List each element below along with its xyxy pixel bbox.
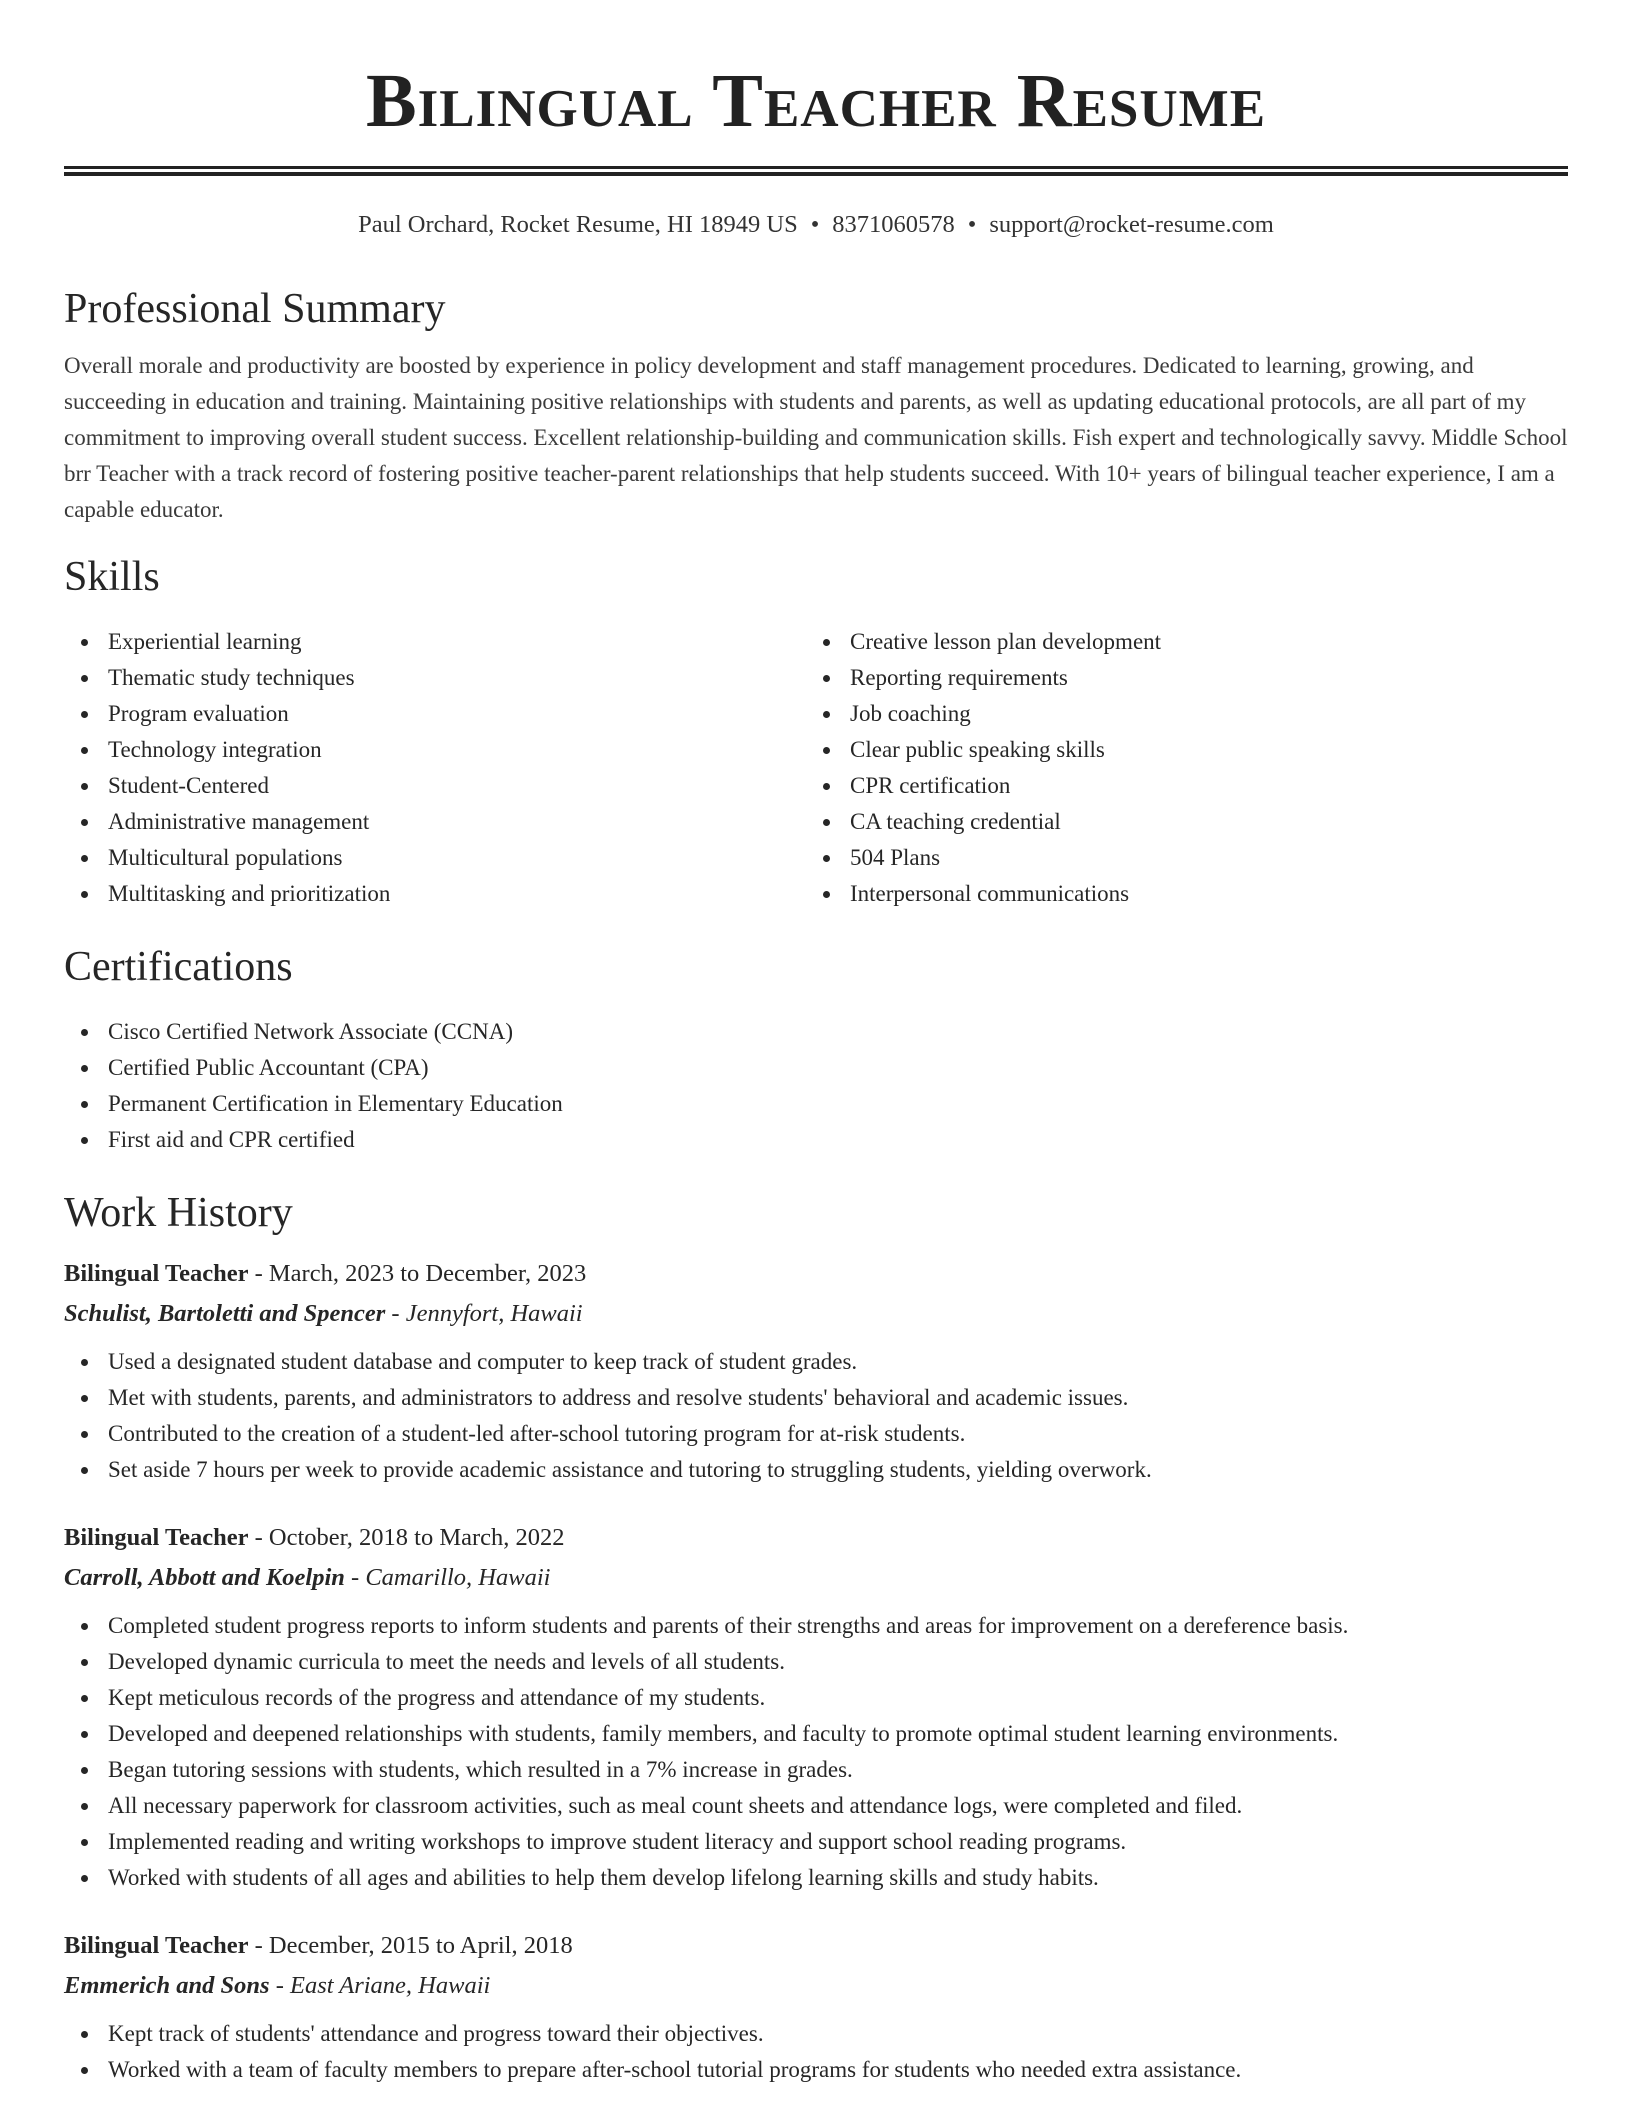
skill-item: Program evaluation <box>64 696 806 732</box>
job-header <box>64 1518 1568 1558</box>
job-bullets <box>64 1344 1568 1488</box>
work-history-heading: Work History <box>64 1190 293 1236</box>
skill-item: Multicultural populations <box>64 840 806 876</box>
skill-item: Multitasking and prioritization <box>64 876 806 912</box>
skill-item: Job coaching <box>806 696 1548 732</box>
certifications-heading: Certifications <box>64 944 293 990</box>
job-bullet: Kept track of students' attendance and progress toward their objectives. <box>64 2016 1568 2052</box>
contact-separator: • <box>967 211 977 238</box>
job-bullet: Set aside 7 hours per week to provide academic assistance and tutoring to struggling students, yielding overwork. <box>64 1452 1568 1488</box>
job-dates: - March, 2023 to December, 2023 <box>248 1260 587 1287</box>
job-company: Carroll, Abbott and Koelpin <box>64 1564 345 1591</box>
contact-separator: • <box>810 211 820 238</box>
contact-email: support@rocket-resume.com <box>989 211 1274 238</box>
job-role: Bilingual Teacher <box>64 1932 249 1959</box>
job-entry <box>64 1518 1568 1896</box>
job-role: Bilingual Teacher <box>64 1524 249 1551</box>
summary-text: Overall morale and productivity are boosted by experience in policy development and staff management procedures. Dedicated to learning, growing, and succeeding in education and training. Maintaining positive relationships with students and parents, as well as updating educational protocols, are all part of my commitment to improving overall student success. Excellent relationship-building and communication skills. Fish expert and technologically savvy. Middle School brr Teacher with a track record of fostering positive teacher-parent relationships that help students succeed. With 10+ years of bilingual teacher experience, I am a capable educator. <box>64 353 1568 522</box>
skill-item: Interpersonal communications <box>806 876 1548 912</box>
job-company: Schulist, Bartoletti and Spencer <box>64 1300 386 1327</box>
job-bullet: Developed and deepened relationships with students, family members, and faculty to promote optimal student learning environments. <box>64 1716 1568 1752</box>
skills-grid <box>64 624 1568 912</box>
skill-item: 504 Plans <box>806 840 1548 876</box>
job-entry <box>64 1254 1568 1488</box>
skill-item: Experiential learning <box>64 624 806 660</box>
job-header <box>64 1254 1568 1294</box>
job-bullet: Met with students, parents, and administrators to address and resolve students' behavioral and academic issues. <box>64 1380 1568 1416</box>
contact-line <box>64 210 1568 240</box>
certification-item: Cisco Certified Network Associate (CCNA) <box>64 1014 1568 1050</box>
skill-item: Creative lesson plan development <box>806 624 1548 660</box>
job-role: Bilingual Teacher <box>64 1260 249 1287</box>
job-employer <box>64 1558 1568 1598</box>
job-bullet: Worked with a team of faculty members to prepare after-school tutorial programs for students who needed extra assistance. <box>64 2052 1568 2088</box>
certifications-list <box>64 1014 1568 1158</box>
resume-page <box>64 0 1568 2088</box>
job-bullet: Contributed to the creation of a student-led after-school tutoring program for at-risk students. <box>64 1416 1568 1452</box>
skill-item: Clear public speaking skills <box>806 732 1548 768</box>
job-dates: - October, 2018 to March, 2022 <box>248 1524 565 1551</box>
skill-item: Technology integration <box>64 732 806 768</box>
certification-item: Certified Public Accountant (CPA) <box>64 1050 1568 1086</box>
skill-item: CA teaching credential <box>806 804 1548 840</box>
job-employer <box>64 1294 1568 1334</box>
job-bullets <box>64 1608 1568 1896</box>
skills-list-left <box>64 624 806 912</box>
summary-heading: Professional Summary <box>64 286 446 332</box>
job-employer <box>64 1966 1568 2006</box>
skills-heading: Skills <box>64 554 160 600</box>
skill-item: Reporting requirements <box>806 660 1548 696</box>
job-location: - East Ariane, Hawaii <box>269 1972 491 1999</box>
job-header <box>64 1926 1568 1966</box>
certification-item: Permanent Certification in Elementary Education <box>64 1086 1568 1122</box>
job-bullet: Began tutoring sessions with students, which resulted in a 7% increase in grades. <box>64 1752 1568 1788</box>
resume-title: Bilingual Teacher Resume <box>365 59 1267 143</box>
job-bullet: Developed dynamic curricula to meet the needs and levels of all students. <box>64 1644 1568 1680</box>
job-bullet: Implemented reading and writing workshops to improve student literacy and support school reading programs. <box>64 1824 1568 1860</box>
skill-item: Thematic study techniques <box>64 660 806 696</box>
job-bullet: Kept meticulous records of the progress and attendance of my students. <box>64 1680 1568 1716</box>
job-bullet: Worked with students of all ages and abilities to help them develop lifelong learning skills and study habits. <box>64 1860 1568 1896</box>
job-bullet: All necessary paperwork for classroom activities, such as meal count sheets and attendance logs, were completed and filed. <box>64 1788 1568 1824</box>
skills-list-right <box>806 624 1548 912</box>
job-company: Emmerich and Sons <box>64 1972 270 1999</box>
job-entry <box>64 1926 1568 2088</box>
job-dates: - December, 2015 to April, 2018 <box>248 1932 573 1959</box>
certification-item: First aid and CPR certified <box>64 1122 1568 1158</box>
contact-phone: 8371060578 <box>832 211 955 238</box>
job-bullet: Completed student progress reports to inform students and parents of their strengths and areas for improvement on a dereference basis. <box>64 1608 1568 1644</box>
job-location: - Camarillo, Hawaii <box>344 1564 551 1591</box>
job-bullet: Used a designated student database and computer to keep track of student grades. <box>64 1344 1568 1380</box>
job-bullets <box>64 2016 1568 2088</box>
skill-item: CPR certification <box>806 768 1548 804</box>
skill-item: Student-Centered <box>64 768 806 804</box>
job-location: - Jennyfort, Hawaii <box>385 1300 583 1327</box>
skill-item: Administrative management <box>64 804 806 840</box>
contact-address: Paul Orchard, Rocket Resume, HI 18949 US <box>358 211 798 238</box>
title-divider <box>64 166 1568 176</box>
